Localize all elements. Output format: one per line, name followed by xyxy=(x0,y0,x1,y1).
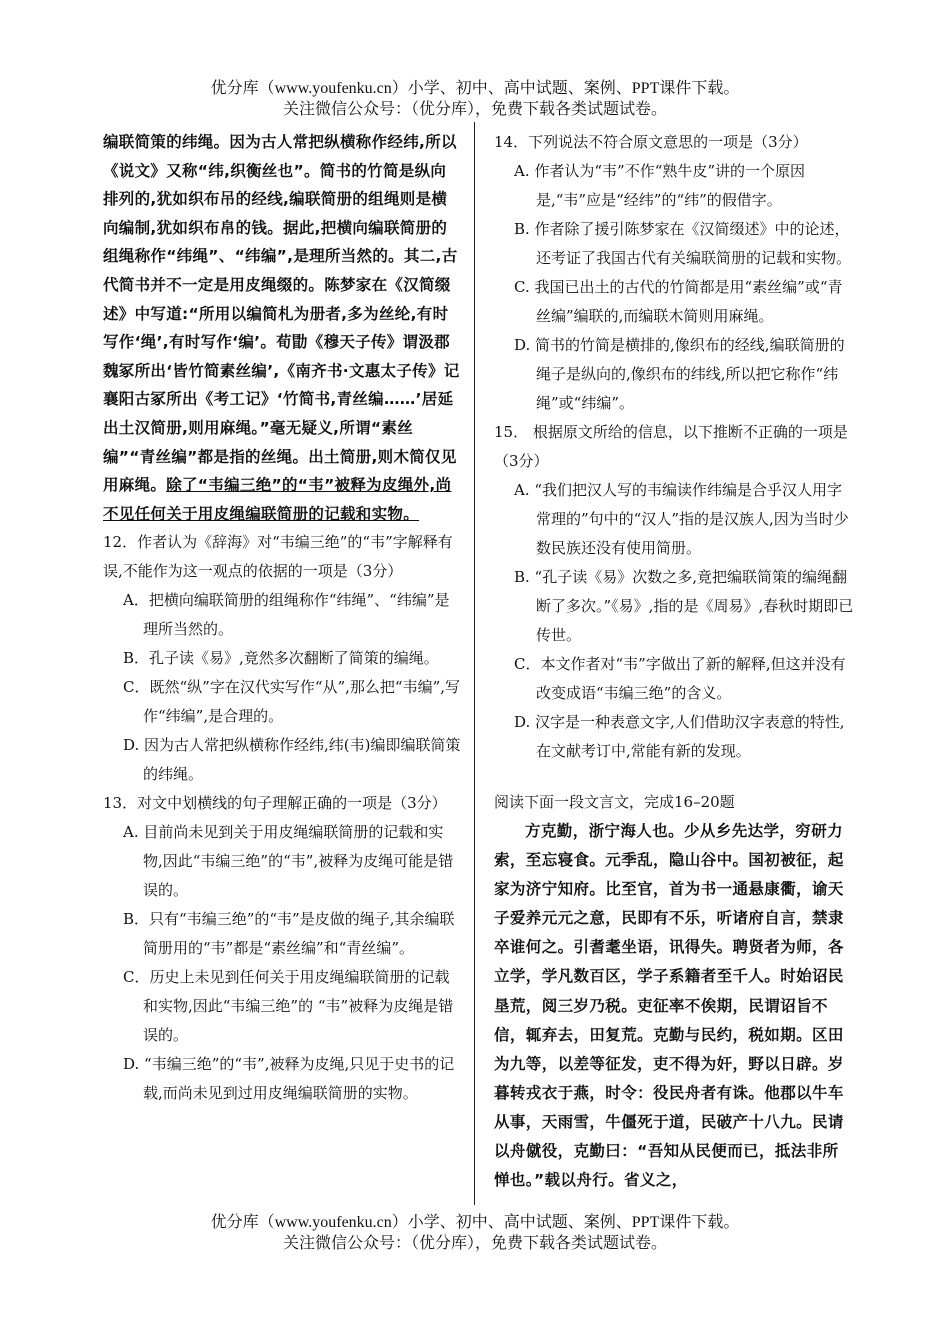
question-15 xyxy=(494,418,854,766)
question-13-option-c: C．历史上未见到任何关于用皮绳编联简册的记载和实物,因此“韦编三绝”的 “韦”被释为皮绳是错误的。 xyxy=(123,968,454,1045)
question-12-option-d: D. 因为古人常把纵横称作经纬,纬(韦)编即编联简策的纬绳。 xyxy=(123,736,461,784)
question-13-option-b: B．只有“韦编三绝”的“韦”是皮做的绳子,其余编联简册用的“韦”都是“素丝编”和“青丝编”。 xyxy=(123,910,455,958)
question-12 xyxy=(103,528,461,789)
section-spacer xyxy=(494,766,854,788)
classical-instruction: 阅读下面一段文言文，完成16–20题 xyxy=(494,793,735,811)
header-line-2: 关注微信公众号：（优分库），免费下载各类试题试卷。 xyxy=(282,101,667,118)
question-12-option-b: B．孔子读《易》,竟然多次翻断了简策的编绳。 xyxy=(123,649,439,668)
question-14 xyxy=(494,128,854,418)
question-15-option-c: C．本文作者对“韦”字做出了新的解释,但这并没有改变成语“韦编三绝”的含义。 xyxy=(514,655,846,702)
question-12-stem: 12．作者认为《辞海》对“韦编三绝”的“韦”字解释有误,不能作为这一观点的依据的一项是（3分） xyxy=(103,533,453,581)
classical-text: 方克勤，浙宁海人也。少从乡先达学，穷研力索，至忘寝食。元季乱，隐山谷中。国初被征，起家为济宁知府。比至官，首为书一通悬康衢，谕天子爱养元元之意，民即有不乐，听诸府自言，禁隶卒谁何之。引耆耄坐语，讯得失。聘贤者为师，各立学，学凡数百区，学子系籍者至千人。时始诏民垦荒，阅三岁乃税。吏征率不俟期，民谓诏旨不信，辄弃去，田复荒。克勤与民约，税如期。区田为九等，以差等征发，吏不得为奸，野以日辟。岁暮转戎衣于燕，时令：役民舟者有诛。他郡以牛车从事，天雨雪，牛僵死于道，民破产十八九。民请以舟僦役，克勤曰：“吾知从民便而已，抵法非所惮也。”载以舟行。省义之， xyxy=(494,822,844,1190)
passage-body: 编联简策的纬绳。因为古人常把纵横称作经纬,所以《说文》又称“纬,织衡丝也”。简书的竹简是纵向排列的,犹如织布吊的经线,编联简册的组绳则是横向编制,犹如织布帛的钱。据此,把横向编联简册的组绳称作“纬绳”、“纬编”,是理所当然的。其二,古代简书并不一定是用皮绳缀的。陈梦家在《汉简缀述》中写道:“所用以编简札为册者,多为丝纶,有时写作‘绳’,有时写作‘编’。荀勖《穆天子传》谓汲郡魏冢所出‘皆竹简素丝编’,《南齐书·文惠太子传》记襄阳古冢所出《考工记》‘竹简书,青丝编……’居延出土汉简册,则用麻绳。”毫无疑义,所谓“素丝编”“青丝编”都是指的丝绳。出土简册,则木简仅见用麻绳。 xyxy=(103,133,460,495)
column-divider xyxy=(474,122,475,1205)
footer-line-1: 优分库（www.youfenku.cn）小学、初中、高中试题、案例、PPT课件下载。 xyxy=(210,1214,740,1231)
question-13-option-d: D. “韦编三绝”的“韦”,被释为皮绳,只见于史书的记载,而尚未见到过用皮绳编联简册的实物。 xyxy=(123,1055,455,1103)
question-14-option-c: C. 我国已出土的古代的竹简都是用“素丝编”或“青丝编”编联的,而编联木简则用麻绳。 xyxy=(514,278,843,325)
left-column xyxy=(103,128,461,1108)
question-13-stem: 13．对文中划横线的句子理解正确的一项是（3分） xyxy=(103,794,447,813)
right-column xyxy=(494,128,854,1195)
question-14-option-b: B. 作者除了援引陈梦家在《汉简缀述》中的论述，还考证了我国古代有关编联简册的记载和实物。 xyxy=(514,220,852,267)
question-15-stem: 15． 根据原文所给的信息，以下推断不正确的一项是（3分） xyxy=(494,423,848,470)
passage-underlined-sentence: 除了“韦编三绝”的“韦”被释为皮绳外,尚不见任何关于用皮绳编联简册的记载和实物。 xyxy=(103,476,452,523)
question-15-option-a: A. “我们把汉人写的韦编读作纬编是合乎汉人用字常理的”句中的“汉人”指的是汉族人,因为当时少数民族还没有使用简册。 xyxy=(514,481,849,557)
question-13 xyxy=(103,789,461,1108)
question-12-option-c: C．既然“纵”字在汉代实写作“从”,那么把“韦编”,写作“纬编”,是合理的。 xyxy=(123,678,461,726)
question-13-option-a: A. 目前尚未见到关于用皮绳编联简册的记载和实物,因此“韦编三绝”的“韦”,被释为皮绳可能是错误的。 xyxy=(123,823,454,900)
question-12-option-a: A．把横向编联简册的组绳称作“纬绳”、“纬编”是理所当然的。 xyxy=(123,591,450,639)
page-header xyxy=(0,78,950,120)
passage-text xyxy=(103,128,461,528)
question-14-stem: 14．下列说法不符合原文意思的一项是（3分） xyxy=(494,133,808,151)
page-footer xyxy=(0,1212,950,1254)
question-14-option-a: A. 作者认为“韦”不作“熟牛皮”讲的一个原因是,“韦”应是“经纬”的“纬”的假借字。 xyxy=(514,162,806,209)
question-14-option-d: D. 简书的竹简是横排的,像织布的经线,编联简册的绳子是纵向的,像织布的纬线,所以把它称作“纬绳”或“纬编”。 xyxy=(514,336,845,412)
question-15-option-b: B. “孔子读《易》次数之多,竟把编联简策的编绳翻断了多次。”《易》,指的是《周易》,春秋时期即已传世。 xyxy=(514,568,854,644)
question-15-option-d: D. 汉字是一种表意文字,人们借助汉字表意的特性,在文献考订中,常能有新的发现。 xyxy=(514,713,845,760)
footer-line-2: 关注微信公众号：（优分库），免费下载各类试题试卷。 xyxy=(282,1235,667,1252)
header-line-1: 优分库（www.youfenku.cn）小学、初中、高中试题、案例、PPT课件下载。 xyxy=(210,80,740,97)
